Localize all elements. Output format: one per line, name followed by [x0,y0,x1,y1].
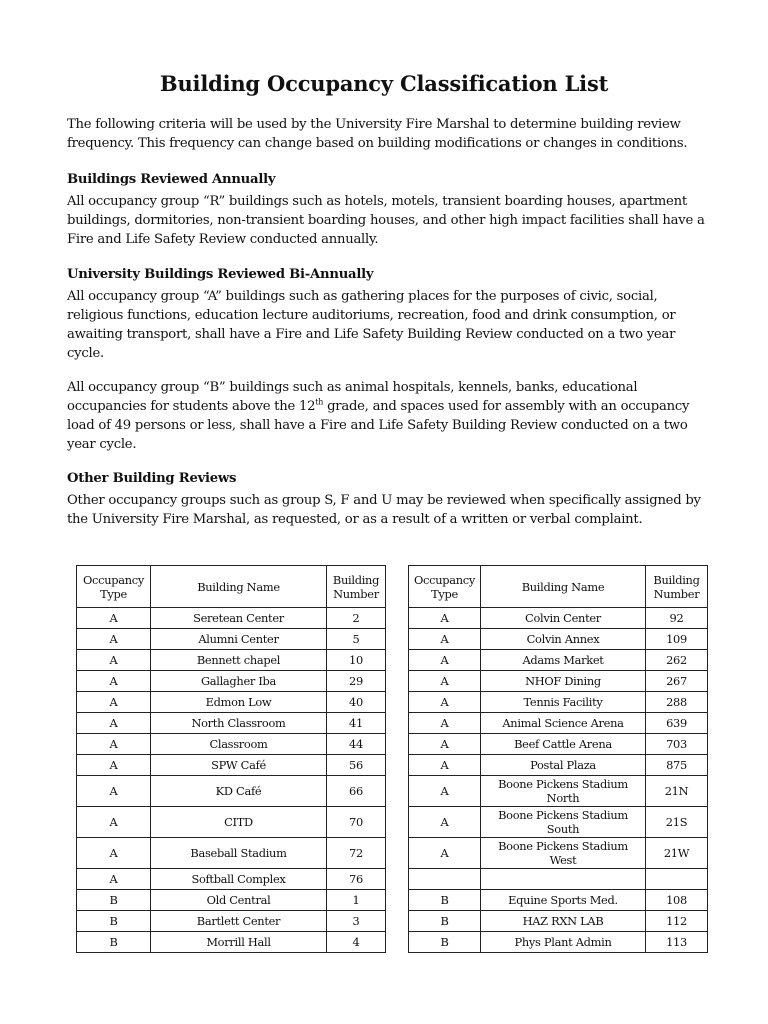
building-name-cell: Bartlett Center [151,911,327,932]
building-name-cell [481,776,646,807]
building-number-cell: 2 [327,608,386,629]
table-row [77,776,386,807]
other-heading: Other Building Reviews [67,471,237,486]
building-number-cell: 76 [327,869,386,890]
occupancy-type-cell: A [77,629,151,650]
occupancy-type-cell: A [77,838,151,869]
building-number-cell: 70 [327,807,386,838]
table-row [409,650,708,671]
header-text: Building [653,572,700,587]
building-number-cell: 113 [646,932,708,953]
header-text: Number [653,586,700,601]
table-row [409,692,708,713]
building-number-cell: 108 [646,890,708,911]
group-b-line: year cycle. [67,437,137,452]
building-name-cell: Gallagher Iba [151,671,327,692]
header-text: Building [332,572,380,587]
annual-heading: Buildings Reviewed Annually [67,172,276,187]
building-name-line: West [549,853,577,867]
building-number-cell: 703 [646,734,708,755]
occupancy-type-cell: A [77,608,151,629]
header-text: Occupancy [83,572,144,587]
building-number-cell [646,869,708,890]
building-number-cell: 112 [646,911,708,932]
building-name-cell: Equine Sports Med. [481,890,646,911]
table-row [77,869,386,890]
building-name-cell: Alumni Center [151,629,327,650]
building-number-cell: 92 [646,608,708,629]
page-title: Building Occupancy Classification List [159,71,609,96]
building-name-cell: Animal Science Arena [481,713,646,734]
group-b-line: All occupancy group “B” buildings such as animal hospitals, kennels, banks, educational [67,380,638,395]
building-name-cell: Morrill Hall [151,932,327,953]
occupancy-type-cell: A [409,755,481,776]
header-text: Type [100,586,127,601]
biannual-heading: University Buildings Reviewed Bi-Annually [67,267,374,282]
occupancy-type-cell: B [409,911,481,932]
group-a-line: All occupancy group “A” buildings such as gathering places for the purposes of civic, social, [67,289,658,304]
occupancy-type-cell: A [409,650,481,671]
building-number-cell: 875 [646,755,708,776]
building-name-cell: KD Café [151,776,327,807]
building-name-cell: Colvin Center [481,608,646,629]
table-row [77,838,386,869]
building-number-cell: 109 [646,629,708,650]
intro-paragraph [67,115,707,153]
occupancy-type-cell: A [77,671,151,692]
occupancy-type-cell: A [409,608,481,629]
building-name-line: Boone Pickens Stadium [498,808,628,822]
table-row [77,713,386,734]
occupancy-type-cell: A [77,692,151,713]
table-row [409,713,708,734]
occupancy-type-cell [409,869,481,890]
occupancy-type-cell: A [77,776,151,807]
building-name-cell: Tennis Facility [481,692,646,713]
building-number-cell: 288 [646,692,708,713]
building-number-cell: 1 [327,890,386,911]
annual-paragraph [67,192,707,249]
building-number-cell: 5 [327,629,386,650]
table-row [409,734,708,755]
building-name-cell: Old Central [151,890,327,911]
group-b-paragraph [67,378,707,454]
building-number-cell: 41 [327,713,386,734]
occupancy-type-cell: B [77,932,151,953]
building-number-header [327,566,386,608]
building-name-cell [481,807,646,838]
building-name-cell: HAZ RXN LAB [481,911,646,932]
building-name-line: South [546,822,580,836]
intro-line: frequency. This frequency can change based on building modifications or changes in conditions. [67,136,688,151]
table-row [77,932,386,953]
table-row [77,692,386,713]
table-row [77,911,386,932]
building-number-header [646,566,708,608]
table-row [77,734,386,755]
occupancy-type-cell: A [409,692,481,713]
building-name-line: North [546,791,580,805]
other-line: Other occupancy groups such as group S, F and U may be reviewed when specifically assigned by [67,493,701,508]
building-number-cell: 262 [646,650,708,671]
occupancy-type-cell: A [77,713,151,734]
building-name-header: Building Name [481,566,646,608]
occupancy-type-cell: A [77,869,151,890]
occupancy-type-cell: A [409,807,481,838]
building-name-cell: Seretean Center [151,608,327,629]
building-name-cell: NHOF Dining [481,671,646,692]
group-b-line: grade, and spaces used for assembly with an occupancy [323,399,690,414]
annual-line: Fire and Life Safety Review conducted annually. [67,232,379,247]
building-number-cell: 21S [646,807,708,838]
building-name-cell: SPW Café [151,755,327,776]
group-a-line: awaiting transport, shall have a Fire and Life Safety Building Review conducted on a two year [67,327,676,342]
table-row [77,890,386,911]
ordinal-superscript: th [315,397,324,407]
building-name-cell: CITD [151,807,327,838]
table-row [409,911,708,932]
building-name-cell: Postal Plaza [481,755,646,776]
table-header-row [77,566,386,608]
table-row [409,755,708,776]
table-row [409,932,708,953]
table-row [409,869,708,890]
occupancy-type-cell: A [409,734,481,755]
building-number-cell: 10 [327,650,386,671]
annual-line: buildings, dormitories, non-transient boarding houses, and other high impact facilities shall have a [67,213,705,228]
building-number-cell: 267 [646,671,708,692]
table-row [409,890,708,911]
building-number-cell: 3 [327,911,386,932]
table-row [77,629,386,650]
occupancy-type-cell: A [77,734,151,755]
table-header-row [409,566,708,608]
occupancy-type-cell: A [77,755,151,776]
table-row [409,838,708,869]
header-text: Type [431,586,458,601]
occupancy-type-cell: A [409,713,481,734]
other-paragraph [67,491,707,529]
building-name-line: Boone Pickens Stadium [498,777,628,791]
building-name-cell: North Classroom [151,713,327,734]
building-name-cell: Classroom [151,734,327,755]
building-number-cell: 66 [327,776,386,807]
building-name-cell: Softball Complex [151,869,327,890]
building-number-cell: 40 [327,692,386,713]
table-row [409,608,708,629]
table-row [77,608,386,629]
occupancy-type-header [409,566,481,608]
building-number-cell: 4 [327,932,386,953]
occupancy-type-cell: A [77,650,151,671]
occupancy-type-cell: A [409,671,481,692]
header-text: Occupancy [414,572,475,587]
intro-line: The following criteria will be used by the University Fire Marshal to determine building review [67,117,681,132]
building-name-cell: Baseball Stadium [151,838,327,869]
other-line: the University Fire Marshal, as requested, or as a result of a written or verbal complaint. [67,512,643,527]
building-name-cell: Adams Market [481,650,646,671]
building-number-cell: 639 [646,713,708,734]
table-row [409,671,708,692]
group-a-line: religious functions, education lecture auditoriums, recreation, food and drink consumption, or [67,308,676,323]
occupancy-type-cell: B [409,890,481,911]
occupancy-table-right [408,565,708,953]
group-b-line: load of 49 persons or less, shall have a Fire and Life Safety Building Review conducted on a two [67,418,688,433]
occupancy-type-cell: B [77,911,151,932]
occupancy-table-left [76,565,386,953]
building-number-cell: 21N [646,776,708,807]
group-a-line: cycle. [67,346,104,361]
building-name-cell: Edmon Low [151,692,327,713]
group-a-paragraph [67,287,707,363]
building-name-cell: Colvin Annex [481,629,646,650]
occupancy-type-cell: A [409,776,481,807]
building-number-cell: 29 [327,671,386,692]
occupancy-type-header [77,566,151,608]
table-row [77,807,386,838]
header-text: Number [333,586,379,601]
table-row [77,755,386,776]
building-name-cell: Beef Cattle Arena [481,734,646,755]
occupancy-type-cell: A [409,838,481,869]
occupancy-type-cell: B [409,932,481,953]
table-row [409,807,708,838]
table-row [409,776,708,807]
building-name-cell [481,869,646,890]
occupancy-type-cell: A [409,629,481,650]
building-number-cell: 72 [327,838,386,869]
table-row [409,629,708,650]
group-b-line: occupancies for students above the 12 [67,399,316,414]
building-name-cell [481,838,646,869]
occupancy-type-cell: B [77,890,151,911]
building-number-cell: 44 [327,734,386,755]
building-name-cell: Bennett chapel [151,650,327,671]
table-row [77,671,386,692]
building-name-cell: Phys Plant Admin [481,932,646,953]
occupancy-type-cell: A [77,807,151,838]
table-row [77,650,386,671]
building-number-cell: 56 [327,755,386,776]
building-name-line: Boone Pickens Stadium [498,839,628,853]
annual-line: All occupancy group “R” buildings such as hotels, motels, transient boarding houses, apartment [67,194,687,209]
building-number-cell: 21W [646,838,708,869]
building-name-header: Building Name [151,566,327,608]
